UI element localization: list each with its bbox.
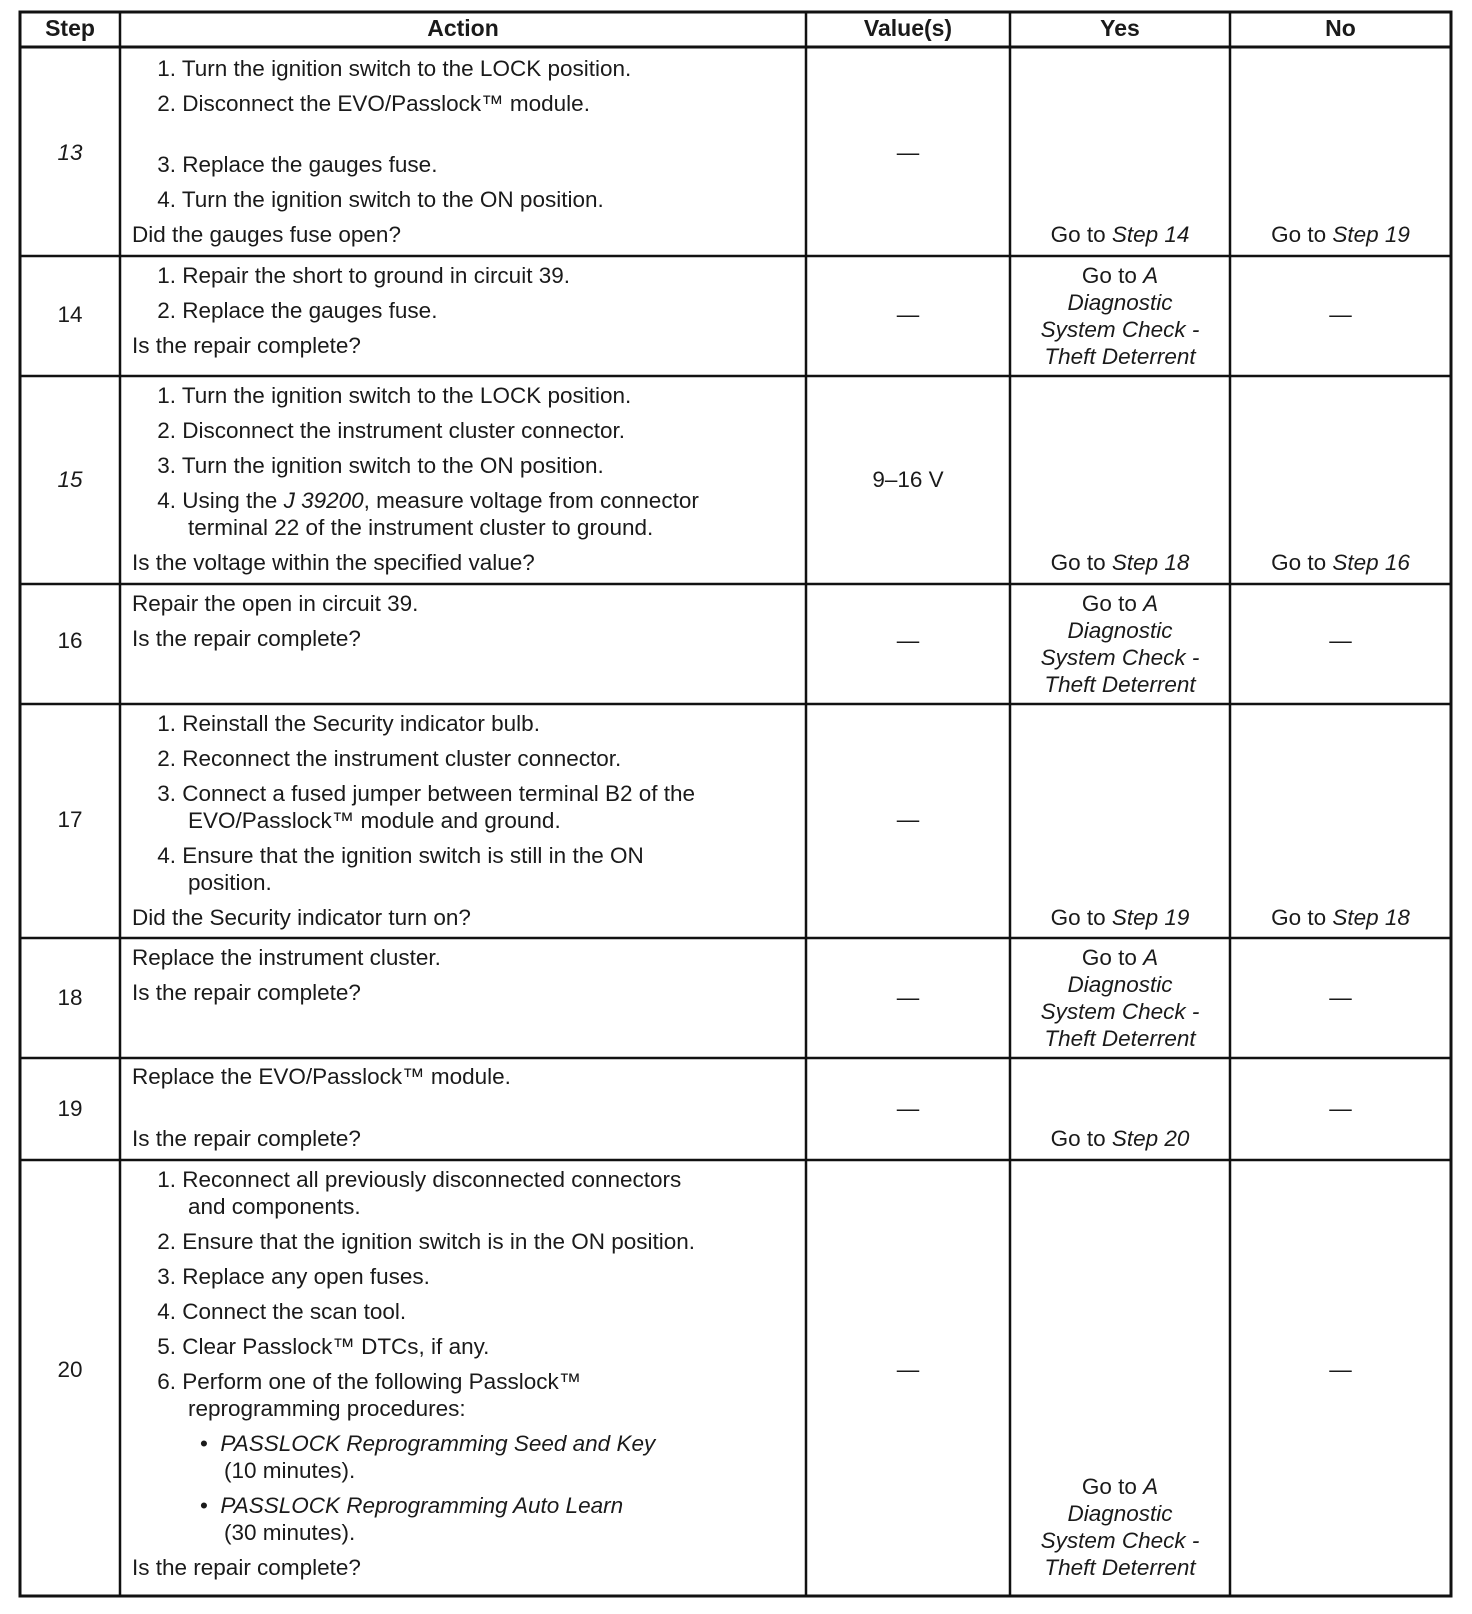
- action-item: 1. Turn the ignition switch to the LOCK position.: [157, 383, 632, 408]
- step-link: Step 20: [1111, 1126, 1190, 1151]
- no-cell: Go to Step 19: [1271, 222, 1410, 247]
- action-item: 2. Ensure that the ignition switch is in the ON position.: [157, 1229, 696, 1254]
- step-number: 13: [57, 140, 83, 165]
- header-yes: Yes: [1100, 15, 1140, 41]
- action-item-continuation: reprogramming procedures:: [188, 1396, 466, 1421]
- value-cell: 9–16 V: [872, 467, 944, 492]
- value-cell: —: [896, 302, 920, 327]
- action-item: 1. Reinstall the Security indicator bulb.: [157, 711, 540, 736]
- action-question: Is the repair complete?: [132, 333, 361, 358]
- yes-cell: Go to A Diagnostic System Check - Theft Deterrent: [1040, 263, 1200, 369]
- step-number: 15: [57, 467, 83, 492]
- step-link: Step 14: [1111, 222, 1190, 247]
- no-cell: —: [1329, 1096, 1352, 1121]
- action-item: 3. Connect a fused jumper between terminal B2 of the: [157, 781, 696, 806]
- no-cell: —: [1329, 302, 1352, 327]
- action-item: 3. Replace the gauges fuse.: [157, 152, 438, 177]
- no-cell: Go to Step 16: [1271, 550, 1410, 575]
- action-text: Replace the EVO/Passlock™ module.: [132, 1064, 511, 1089]
- value-cell: —: [896, 140, 920, 165]
- step-link: Step 19: [1332, 222, 1410, 247]
- yes-cell: Go to A Diagnostic System Check - Theft Deterrent: [1040, 945, 1200, 1051]
- action-item: 1. Repair the short to ground in circuit 39.: [157, 263, 570, 288]
- value-cell: —: [896, 1357, 920, 1382]
- tool-reference: J 39200: [283, 488, 364, 513]
- action-item: 3. Turn the ignition switch to the ON position.: [157, 453, 604, 478]
- action-item: 6. Perform one of the following Passlock™: [157, 1369, 582, 1394]
- action-item: 2. Disconnect the instrument cluster connector.: [157, 418, 625, 443]
- value-cell: —: [896, 985, 920, 1010]
- action-item: 1. Reconnect all previously disconnected connectors: [157, 1167, 682, 1192]
- step-number: 17: [57, 807, 83, 832]
- action-question: Is the repair complete?: [132, 1555, 361, 1580]
- procedure-reference: PASSLOCK Reprogramming Auto Learn: [220, 1493, 624, 1518]
- action-item: 4. Ensure that the ignition switch is still in the ON: [157, 843, 644, 868]
- action-item: 2. Reconnect the instrument cluster connector.: [157, 746, 622, 771]
- action-question: Is the voltage within the specified value?: [132, 550, 535, 575]
- step-link: Step 16: [1332, 550, 1410, 575]
- action-question: Did the gauges fuse open?: [132, 222, 401, 247]
- value-cell: —: [896, 807, 920, 832]
- action-item: 4. Using the J 39200, measure voltage from connector: [157, 488, 699, 513]
- step-link: Step 18: [1332, 905, 1410, 930]
- header-no: No: [1325, 15, 1356, 41]
- action-question: Is the repair complete?: [132, 980, 361, 1005]
- step-link: Step 19: [1111, 905, 1190, 930]
- action-item-continuation: EVO/Passlock™ module and ground.: [188, 808, 561, 833]
- yes-cell: Go to Step 14: [1050, 222, 1190, 247]
- value-cell: —: [896, 628, 920, 653]
- value-cell: —: [896, 1096, 920, 1121]
- action-item: 2. Replace the gauges fuse.: [157, 298, 438, 323]
- action-item: 1. Turn the ignition switch to the LOCK position.: [157, 56, 632, 81]
- bullet-item: • PASSLOCK Reprogramming Seed and Key: [200, 1431, 656, 1456]
- bullet-continuation: (30 minutes).: [224, 1520, 356, 1545]
- no-cell: —: [1329, 1357, 1352, 1382]
- action-question: Is the repair complete?: [132, 1126, 361, 1151]
- action-item: 4. Turn the ignition switch to the ON position.: [157, 187, 604, 212]
- bullet-item: • PASSLOCK Reprogramming Auto Learn: [200, 1493, 624, 1518]
- action-text: Repair the open in circuit 39.: [132, 591, 419, 616]
- action-item-continuation: position.: [188, 870, 272, 895]
- yes-cell: Go to A Diagnostic System Check - Theft Deterrent: [1040, 1474, 1200, 1580]
- action-item: 4. Connect the scan tool.: [157, 1299, 407, 1324]
- header-values: Value(s): [863, 15, 953, 41]
- no-cell: Go to Step 18: [1271, 905, 1410, 930]
- step-link: Step 18: [1111, 550, 1190, 575]
- yes-cell: Go to Step 18: [1050, 550, 1190, 575]
- yes-cell: Go to Step 19: [1050, 905, 1190, 930]
- step-number: 14: [57, 302, 83, 327]
- action-item: 2. Disconnect the EVO/Passlock™ module.: [157, 91, 590, 116]
- yes-cell: Go to A Diagnostic System Check - Theft Deterrent: [1040, 591, 1200, 697]
- no-cell: —: [1329, 628, 1352, 653]
- no-cell: —: [1329, 985, 1352, 1010]
- yes-cell: Go to Step 20: [1050, 1126, 1190, 1151]
- action-question: Is the repair complete?: [132, 626, 361, 651]
- procedure-reference: PASSLOCK Reprogramming Seed and Key: [220, 1431, 656, 1456]
- step-number: 20: [57, 1357, 83, 1382]
- action-item-continuation: and components.: [188, 1194, 361, 1219]
- step-number: 16: [57, 628, 83, 653]
- action-item: 5. Clear Passlock™ DTCs, if any.: [157, 1334, 490, 1359]
- bullet-continuation: (10 minutes).: [224, 1458, 356, 1483]
- action-question: Did the Security indicator turn on?: [132, 905, 471, 930]
- step-number: 18: [57, 985, 83, 1010]
- header-action: Action: [427, 15, 499, 41]
- action-text: Replace the instrument cluster.: [132, 945, 441, 970]
- action-item: 3. Replace any open fuses.: [157, 1264, 430, 1289]
- step-number: 19: [57, 1096, 83, 1121]
- header-step: Step: [45, 15, 95, 41]
- action-item-continuation: terminal 22 of the instrument cluster to ground.: [188, 515, 654, 540]
